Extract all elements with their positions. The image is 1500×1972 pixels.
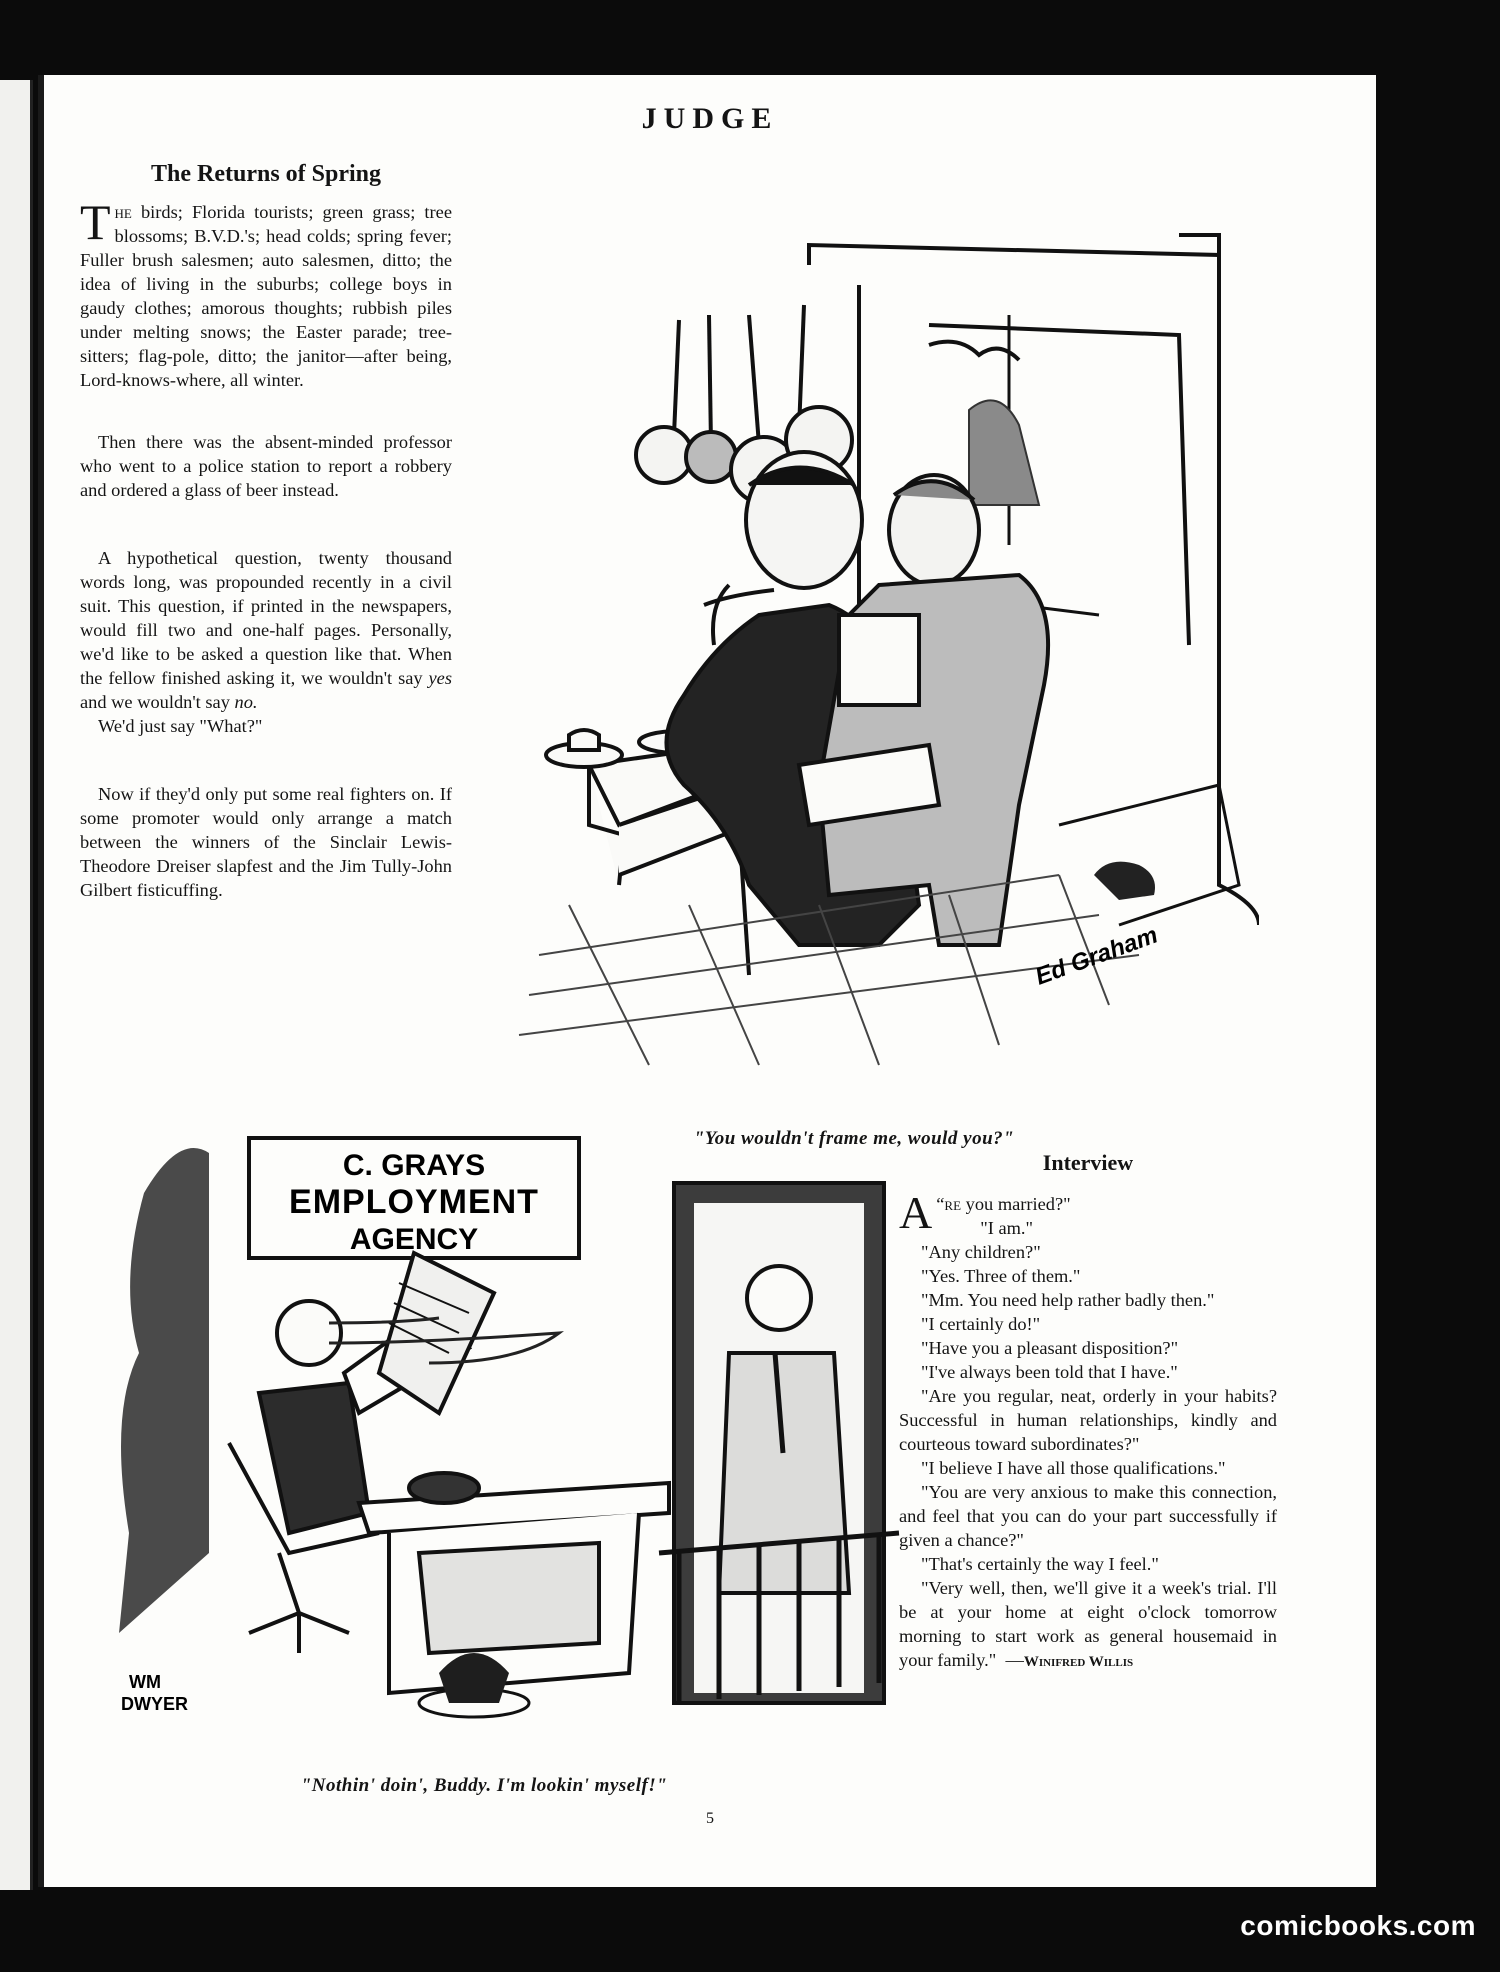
interview-line: "That's certainly the way I feel." [921, 1554, 1159, 1574]
artist-signature-dwyer-1: WM [129, 1672, 161, 1692]
interview-line: "You are very anxious to make this connection, and feel that you can do your part successfully if given a chance?" [899, 1482, 1277, 1550]
agency-sign-line-2: EMPLOYMENT [289, 1183, 539, 1221]
adjacent-page-edge [0, 80, 33, 1890]
interview-line: "Any children?" [921, 1242, 1041, 1262]
watermark: comicbooks.com [1240, 1910, 1476, 1941]
interview-line-1: “ A re you married?" [899, 1187, 1071, 1238]
interview-body [899, 1187, 1277, 1674]
artist-signature-graham: Ed Graham [1031, 921, 1162, 991]
curtain-shading [969, 400, 1039, 505]
interview-line: "Are you regular, neat, orderly in your habits? Successful in human relationships, kindly and courteous toward subordinates?" [899, 1386, 1277, 1454]
article-paragraph-4: Now if they'd only put some real fighters on. If some promoter would only arrange a match between the winners of the Sinclair Lewis-Theodore Dreiser slapfest and the Jim Tully-John Gilbert fisticuffing. [80, 784, 452, 900]
interview-line: "Very well, then, we'll give it a week's trial. I'll be at your home at eight o'clock tomorrow morning to start work as general housemaid in your family." —Winifred Willis [899, 1578, 1277, 1670]
office-desk [359, 1473, 669, 1693]
interview-heading: Interview [1042, 1150, 1134, 1175]
employment-agency-cartoon [99, 1113, 929, 1733]
interview-line: "I certainly do!" [921, 1314, 1041, 1334]
agency-sign-line-1: C. GRAYS [342, 1149, 486, 1182]
agency-sign-line-3: AGENCY [349, 1223, 479, 1256]
page-number: 5 [706, 1810, 714, 1827]
interview-drop-cap: A [899, 1187, 933, 1238]
artist-signature-dwyer-2: DWYER [121, 1694, 188, 1714]
wall-shadow [119, 1148, 209, 1633]
article-paragraph-3: A hypothetical question, twenty thousand words long, was propounded recently in a civil suit. This question, if printed in the newspapers, would fill two and one-half pages. Personally, we'd like to be asked a question like that. When the fellow finished asking it, we wouldn't say yes and we wouldn't say no. [80, 548, 452, 712]
kitchen-cartoon [499, 185, 1259, 1145]
kitchen-cartoon-caption: "You wouldn't frame me, would you?" [693, 1128, 1015, 1149]
interview-line: "I am." [980, 1218, 1034, 1238]
interview-line: "Have you a pleasant disposition?" [921, 1338, 1179, 1358]
article-paragraph-3-last: We'd just say "What?" [98, 716, 263, 736]
interview-line: "I believe I have all those qualifications." [921, 1458, 1226, 1478]
interview-line: "I've always been told that I have." [921, 1362, 1178, 1382]
agency-cartoon-caption: "Nothin' doin', Buddy. I'm lookin' myself!" [300, 1775, 668, 1796]
article-paragraph-2: Then there was the absent-minded professor who went to a police station to report a robbery and ordered a glass of beer instead. [80, 432, 452, 500]
drop-cap: T [80, 194, 111, 250]
interview-line: "Yes. Three of them." [921, 1266, 1081, 1286]
masthead: JUDGE [641, 102, 779, 135]
article-heading: The Returns of Spring [150, 161, 382, 187]
shoes [1094, 862, 1155, 900]
interview-author: Winifred Willis [1023, 1654, 1134, 1670]
article-paragraph-1: The birds; Florida tourists; green grass; tree blossoms; B.V.D.'s; head colds; spring fever; Fuller brush salesmen; auto salesmen, ditto; the idea of living in the suburbs; college boys in gaudy clothes; amorous thoughts; rubbish piles under melting snows; the Easter parade; tree-sitters; flag-pole, ditto; the janitor—after being, Lord-knows-where, all winter. [80, 194, 452, 390]
returns-of-spring-article [80, 161, 452, 902]
interview-line: "Mm. You need help rather badly then." [921, 1290, 1215, 1310]
magazine-page [38, 75, 1376, 1887]
interview-article [899, 1150, 1277, 1674]
